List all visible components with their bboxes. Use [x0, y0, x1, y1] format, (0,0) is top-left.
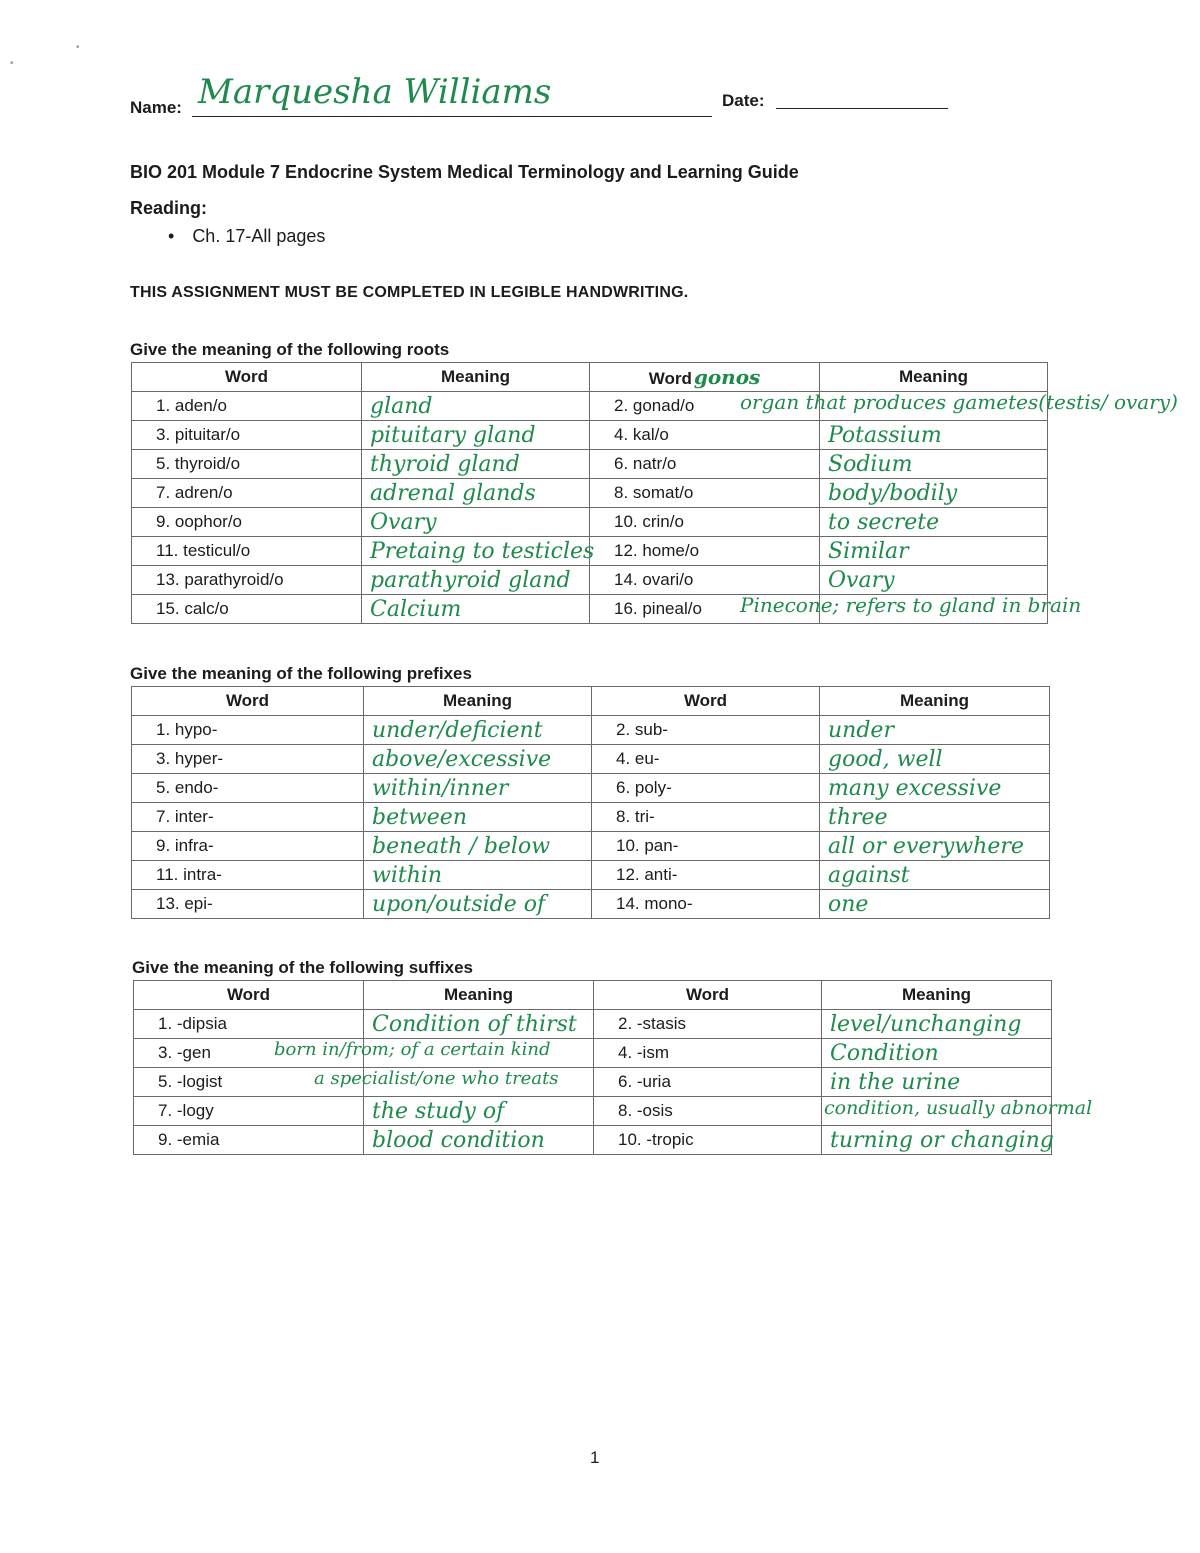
word-cell: 6. poly-	[592, 774, 820, 803]
word-cell: 5. thyroid/o	[132, 450, 362, 479]
table-row	[132, 421, 1048, 450]
meaning-cell[interactable]: Similar	[820, 537, 1048, 566]
word-cell: 10. pan-	[592, 832, 820, 861]
word-cell: 9. infra-	[132, 832, 364, 861]
column-header: Meaning	[822, 981, 1052, 1010]
meaning-cell[interactable]: a specialist/one who treats	[364, 1068, 594, 1097]
meaning-cell[interactable]: Condition of thirst	[364, 1010, 594, 1039]
meaning-cell[interactable]: condition, usually abnormal	[822, 1097, 1052, 1126]
page-number: 1	[590, 1448, 600, 1467]
meaning-cell[interactable]: Calcium	[362, 595, 590, 624]
meaning-cell[interactable]: organ that produces gametes(testis/ ovary)	[820, 392, 1048, 421]
meaning-cell[interactable]: under/deficient	[364, 716, 592, 745]
word-cell: 7. -logy	[134, 1097, 364, 1126]
meaning-cell[interactable]: born in/from; of a certain kind	[364, 1039, 594, 1068]
meaning-cell[interactable]: many excessive	[820, 774, 1050, 803]
table-row	[132, 479, 1048, 508]
table-row	[134, 1039, 1052, 1068]
meaning-cell[interactable]: Potassium	[820, 421, 1048, 450]
meaning-cell[interactable]: gland	[362, 392, 590, 421]
name-label: Name:	[130, 98, 182, 117]
table-header-row	[132, 687, 1050, 716]
word-cell: 2. gonad/o	[590, 392, 820, 421]
table-row	[132, 392, 1048, 421]
table-row	[132, 537, 1048, 566]
meaning-cell[interactable]: Sodium	[820, 450, 1048, 479]
column-header: Meaning	[364, 687, 592, 716]
word-cell: 6. natr/o	[590, 450, 820, 479]
word-cell: 3. hyper-	[132, 745, 364, 774]
table-row	[132, 450, 1048, 479]
word-cell: 10. -tropic	[594, 1126, 822, 1155]
word-cell: 8. somat/o	[590, 479, 820, 508]
meaning-cell[interactable]: thyroid gland	[362, 450, 590, 479]
meaning-cell[interactable]: under	[820, 716, 1050, 745]
name-value: Marquesha Williams	[198, 72, 552, 112]
roots-table	[131, 362, 1178, 624]
word-cell: 15. calc/o	[132, 595, 362, 624]
word-cell: 12. home/o	[590, 537, 820, 566]
meaning-cell[interactable]: in the urine	[822, 1068, 1052, 1097]
word-cell: 7. adren/o	[132, 479, 362, 508]
word-cell: 1. -dipsia	[134, 1010, 364, 1039]
meaning-cell[interactable]: within/inner	[364, 774, 592, 803]
table-row	[132, 716, 1050, 745]
word-cell: 2. -stasis	[594, 1010, 822, 1039]
header-note: gonos	[693, 365, 761, 389]
meaning-cell[interactable]: adrenal glands	[362, 479, 590, 508]
column-header: Meaning	[362, 363, 590, 392]
meaning-cell[interactable]: parathyroid gland	[362, 566, 590, 595]
reading-item: • Ch. 17-All pages	[168, 226, 326, 246]
column-header: Meaning	[820, 363, 1048, 392]
table-row	[132, 745, 1050, 774]
meaning-cell[interactable]: upon/outside of	[364, 890, 592, 919]
word-cell: 16. pineal/o	[590, 595, 820, 624]
table-row	[132, 890, 1050, 919]
word-cell: 10. crin/o	[590, 508, 820, 537]
column-header: Word	[132, 363, 362, 392]
meaning-cell[interactable]: Pretaing to testicles	[362, 537, 590, 566]
meaning-cell[interactable]: three	[820, 803, 1050, 832]
word-cell: 14. mono-	[592, 890, 820, 919]
table-header-row	[132, 363, 1048, 392]
word-cell: 1. hypo-	[132, 716, 364, 745]
date-field[interactable]	[776, 84, 948, 109]
meaning-cell[interactable]: within	[364, 861, 592, 890]
word-cell: 5. -logist	[134, 1068, 364, 1097]
meaning-cell[interactable]: good, well	[820, 745, 1050, 774]
table-row	[132, 566, 1048, 595]
meaning-cell[interactable]: level/unchanging	[822, 1010, 1052, 1039]
prefixes-table	[131, 686, 1050, 919]
column-header: Meaning	[364, 981, 594, 1010]
assignment-notice: THIS ASSIGNMENT MUST BE COMPLETED IN LEGIBLE HANDWRITING.	[130, 284, 689, 301]
word-cell: 3. -gen	[134, 1039, 364, 1068]
meaning-cell[interactable]: above/excessive	[364, 745, 592, 774]
column-header: Word gonos	[590, 363, 820, 392]
meaning-cell[interactable]: the study of	[364, 1097, 594, 1126]
word-cell: 9. oophor/o	[132, 508, 362, 537]
word-cell: 2. sub-	[592, 716, 820, 745]
word-cell: 13. epi-	[132, 890, 364, 919]
column-header: Word	[132, 687, 364, 716]
table-row	[134, 1097, 1052, 1126]
table-row	[132, 508, 1048, 537]
suffixes-section-title: Give the meaning of the following suffixes	[132, 958, 473, 977]
word-cell: 7. inter-	[132, 803, 364, 832]
suffixes-table	[133, 980, 1093, 1155]
word-cell: 13. parathyroid/o	[132, 566, 362, 595]
column-header: Word	[594, 981, 822, 1010]
table-row	[134, 1010, 1052, 1039]
meaning-cell[interactable]: beneath / below	[364, 832, 592, 861]
table-row	[132, 832, 1050, 861]
meaning-cell[interactable]: Condition	[822, 1039, 1052, 1068]
word-cell: 9. -emia	[134, 1126, 364, 1155]
column-header: Word	[592, 687, 820, 716]
page-title: BIO 201 Module 7 Endocrine System Medical Terminology and Learning Guide	[130, 162, 799, 182]
word-cell: 14. ovari/o	[590, 566, 820, 595]
table-header-row	[134, 981, 1052, 1010]
meaning-cell[interactable]: turning or changing	[822, 1126, 1052, 1155]
word-cell: 1. aden/o	[132, 392, 362, 421]
table-row	[132, 803, 1050, 832]
roots-section-title: Give the meaning of the following roots	[130, 340, 450, 359]
word-cell: 12. anti-	[592, 861, 820, 890]
table-row	[134, 1068, 1052, 1097]
meaning-cell[interactable]: one	[820, 890, 1050, 919]
word-cell: 4. eu-	[592, 745, 820, 774]
meaning-cell[interactable]: pituitary gland	[362, 421, 590, 450]
column-header: Word	[134, 981, 364, 1010]
meaning-cell[interactable]: Ovary	[362, 508, 590, 537]
table-row	[132, 595, 1048, 624]
word-cell: 8. tri-	[592, 803, 820, 832]
meaning-cell[interactable]: blood condition	[364, 1126, 594, 1155]
table-row	[132, 861, 1050, 890]
meaning-cell[interactable]: between	[364, 803, 592, 832]
prefixes-section-title: Give the meaning of the following prefixes	[130, 664, 472, 683]
meaning-cell[interactable]: against	[820, 861, 1050, 890]
word-cell: 11. intra-	[132, 861, 364, 890]
meaning-cell[interactable]: to secrete	[820, 508, 1048, 537]
word-cell: 4. kal/o	[590, 421, 820, 450]
word-cell: 11. testicul/o	[132, 537, 362, 566]
date-label: Date:	[722, 91, 765, 110]
meaning-cell[interactable]: body/bodily	[820, 479, 1048, 508]
word-cell: 4. -ism	[594, 1039, 822, 1068]
scan-speck: •	[76, 42, 80, 53]
name-field[interactable]	[192, 72, 712, 117]
meaning-cell[interactable]: all or everywhere	[820, 832, 1050, 861]
meaning-cell[interactable]: Pinecone; refers to gland in brain	[820, 595, 1048, 624]
word-cell: 3. pituitar/o	[132, 421, 362, 450]
table-row	[134, 1126, 1052, 1155]
meaning-cell[interactable]: Ovary	[820, 566, 1048, 595]
table-row	[132, 774, 1050, 803]
bullet-icon: •	[168, 226, 175, 246]
column-header: Meaning	[820, 687, 1050, 716]
reading-label: Reading:	[130, 198, 208, 218]
word-cell: 8. -osis	[594, 1097, 822, 1126]
word-cell: 5. endo-	[132, 774, 364, 803]
scan-speck: •	[10, 58, 14, 69]
word-cell: 6. -uria	[594, 1068, 822, 1097]
